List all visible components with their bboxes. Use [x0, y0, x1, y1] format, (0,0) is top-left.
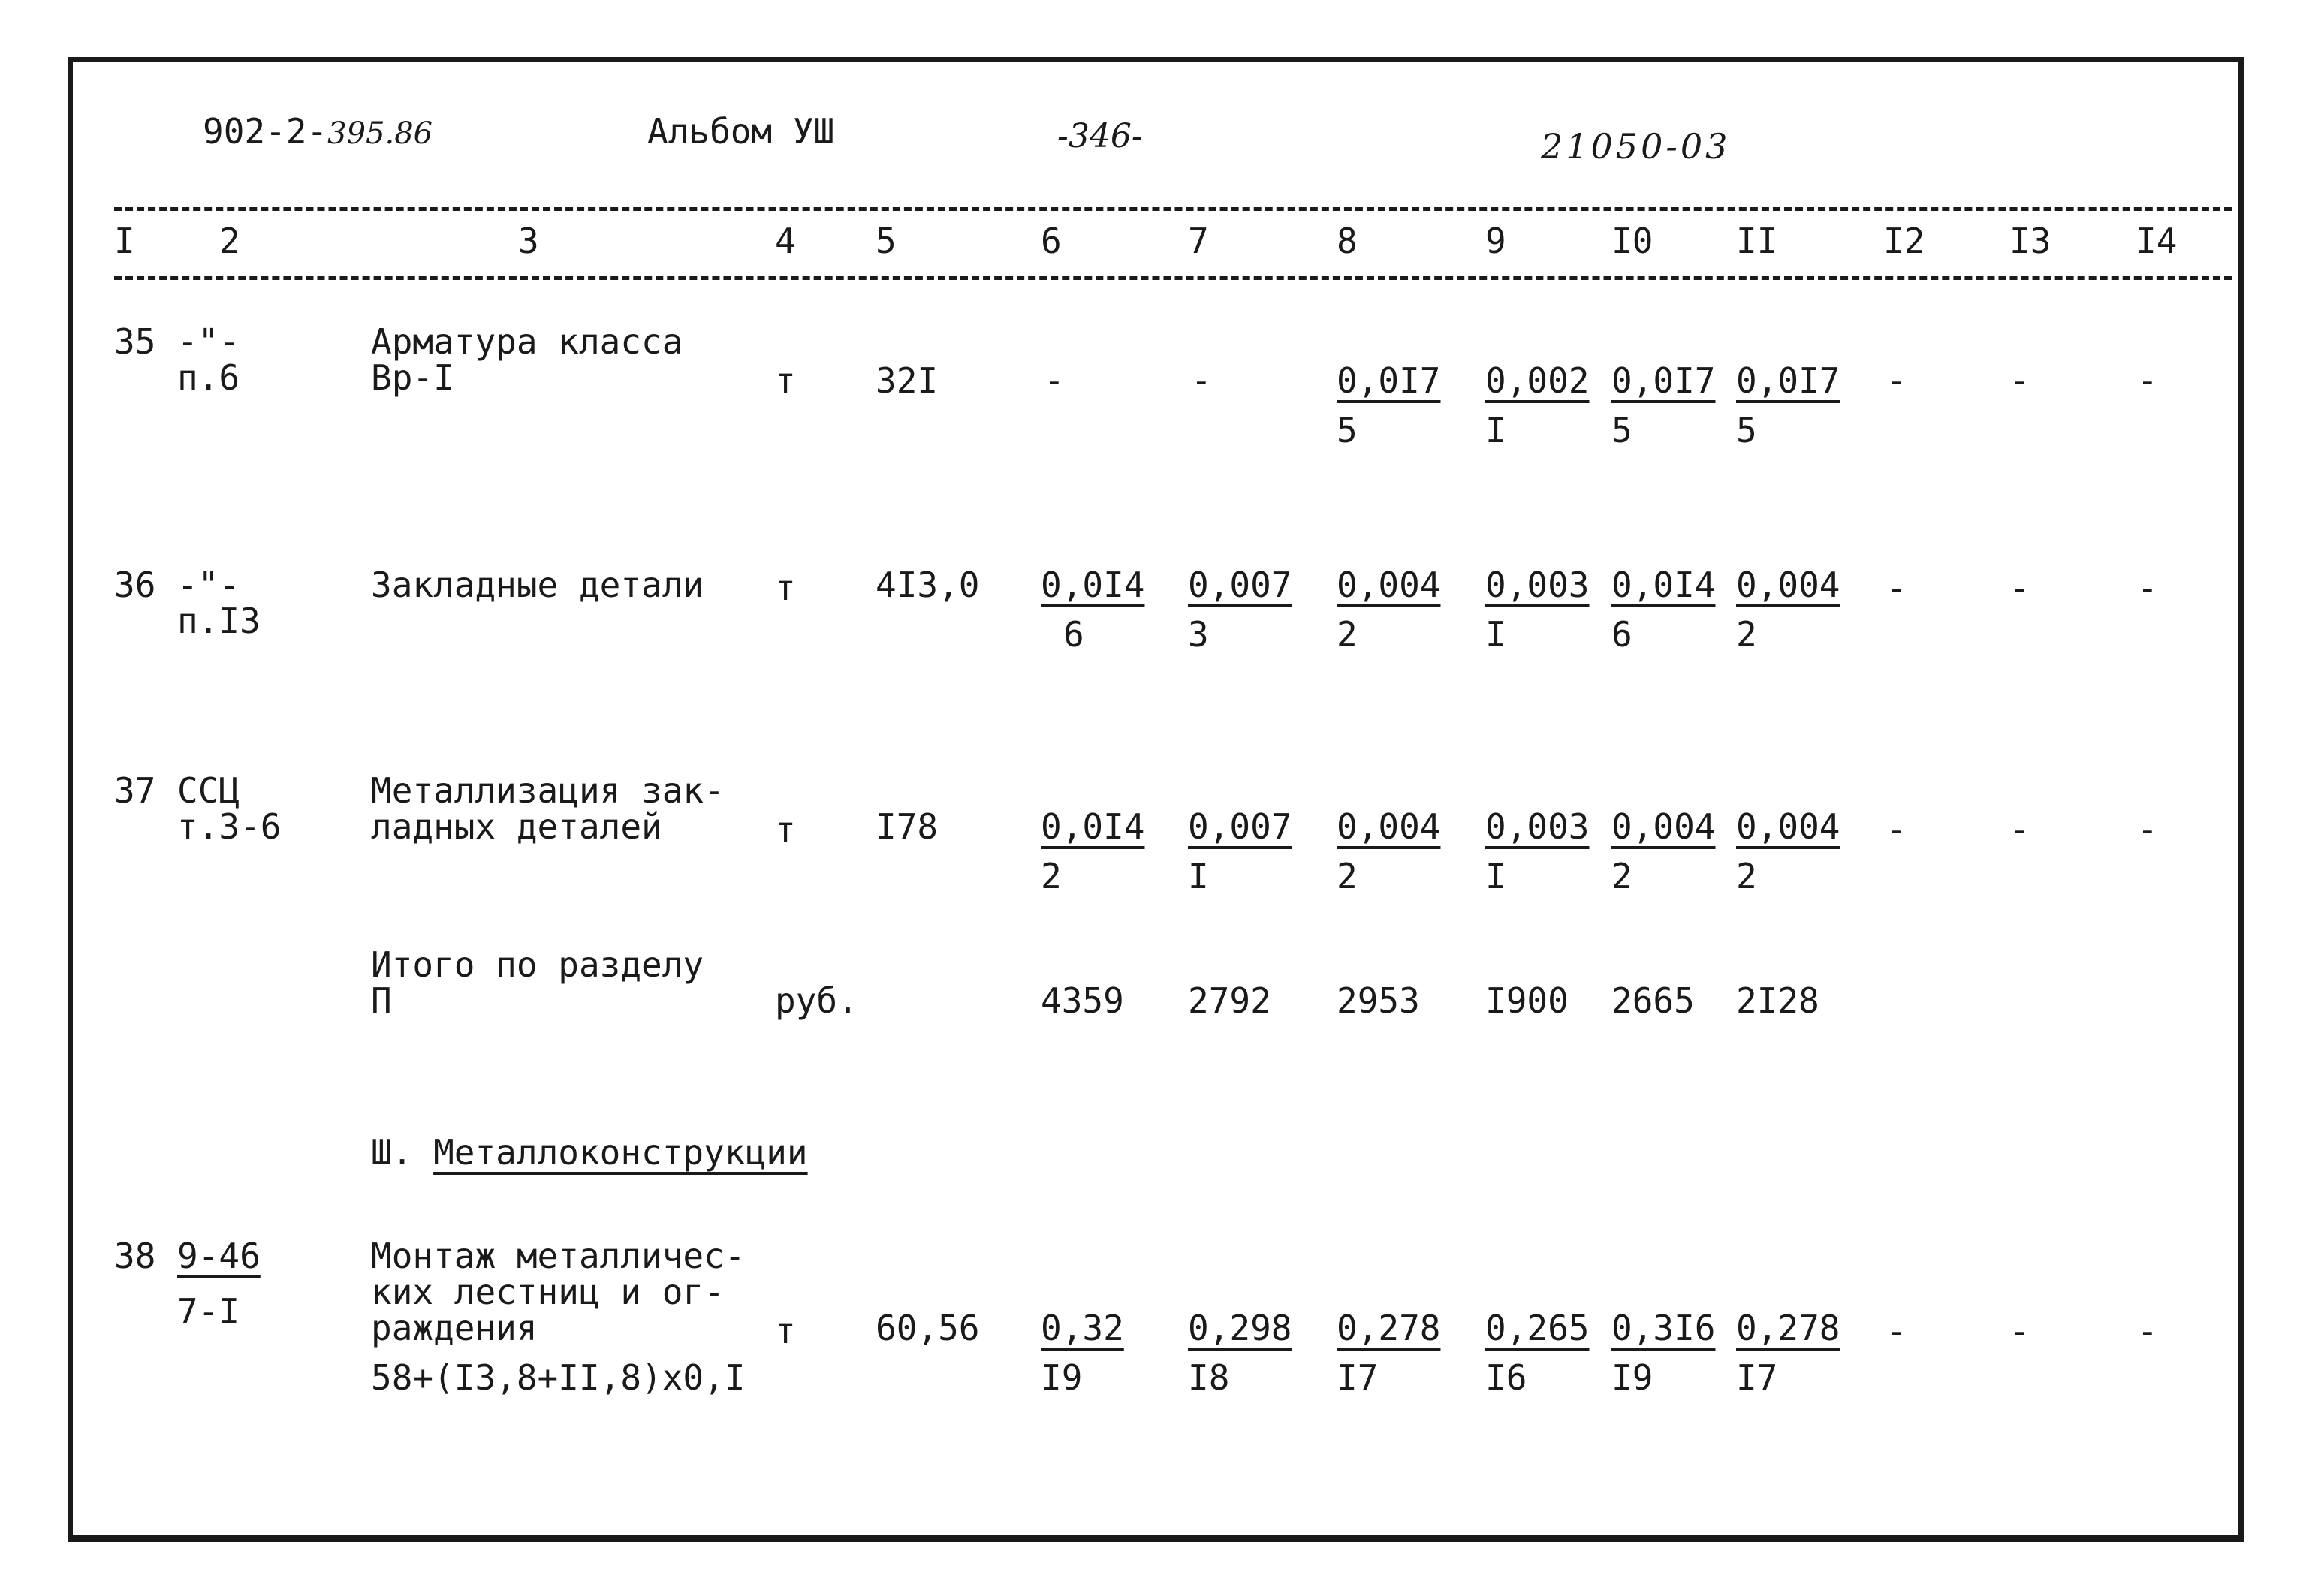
row-name-line3: раждения: [371, 1308, 538, 1348]
cell-col8-top: 0,004: [1337, 565, 1441, 605]
cell-col11-bottom: 5: [1736, 410, 1757, 450]
row-ref-line1: 9-46: [177, 1236, 261, 1276]
cell-col11-bottom: 2: [1736, 614, 1757, 655]
cell-col8-top: 0,004: [1337, 806, 1441, 847]
cell-col8-bottom: 2: [1337, 856, 1358, 896]
col-header-8: 8: [1337, 221, 1358, 261]
col-header-10: I0: [1611, 221, 1653, 261]
total-col7: 2792: [1188, 980, 1271, 1021]
cell-col11-top: 0,004: [1736, 806, 1840, 847]
cell-col8-bottom: I7: [1337, 1357, 1379, 1398]
col-header-1: I: [114, 221, 135, 261]
section-heading: [371, 1132, 808, 1173]
cell-col10-bottom: 6: [1611, 614, 1632, 655]
cell-col14: -: [2137, 568, 2158, 608]
col-header-13: I3: [2009, 221, 2051, 261]
row-ref-line1: -"-: [177, 321, 240, 362]
cell-col12: -: [1886, 568, 1907, 608]
cell-col9-top: 0,002: [1485, 360, 1590, 401]
cell-col9-bottom: I: [1485, 410, 1506, 450]
page-number: -346-: [1057, 117, 1143, 155]
row-ref-line2: п.6: [177, 357, 240, 398]
col-header-12: I2: [1883, 221, 1925, 261]
row-name-line1: Металлизация зак-: [371, 770, 725, 811]
cell-col13: -: [2009, 360, 2030, 401]
row-price: 4I3,0: [876, 565, 980, 605]
col-header-11: II: [1736, 221, 1778, 261]
row-number: 38: [114, 1236, 156, 1276]
cell-col7-top: 0,007: [1188, 565, 1292, 605]
col-header-4: 4: [775, 221, 796, 261]
cell-col14: -: [2137, 809, 2158, 850]
cell-col8-top: 0,0I7: [1337, 360, 1441, 401]
cell-col9-top: 0,003: [1485, 565, 1590, 605]
total-unit: руб.: [775, 980, 858, 1021]
row-number: 36: [114, 565, 156, 605]
cell-col6-bottom: I9: [1041, 1357, 1083, 1398]
cell-col13: -: [2009, 809, 2030, 850]
album-label: Альбом УШ: [647, 111, 835, 152]
total-col6: 4359: [1041, 980, 1124, 1021]
row-name-line2: ких лестниц и ог-: [371, 1272, 725, 1312]
section-title: Металлоконструкции: [433, 1132, 808, 1173]
total-label-line2: П: [371, 980, 392, 1021]
row-name-line2: Вр-I: [371, 357, 454, 398]
cell-col6-bottom: 2: [1041, 856, 1062, 896]
row-name-line1: Монтаж металличес-: [371, 1236, 746, 1276]
col-header-9: 9: [1485, 221, 1506, 261]
cell-col7-top: 0,007: [1188, 806, 1292, 847]
cell-col7-bottom: I: [1188, 856, 1209, 896]
cell-col8-bottom: 5: [1337, 410, 1358, 450]
cell-col6-bottom: 6: [1063, 614, 1084, 655]
section-number: Ш.: [371, 1132, 413, 1173]
cell-col10-top: 0,0I4: [1611, 565, 1716, 605]
cell-col13: -: [2009, 1311, 2030, 1351]
cell-col6: -: [1044, 360, 1065, 401]
row-ref-line2: т.3-6: [177, 806, 282, 847]
row-name-line1: Закладные детали: [371, 565, 704, 605]
cell-col10-top: 0,004: [1611, 806, 1716, 847]
total-col8: 2953: [1337, 980, 1420, 1021]
cell-col11-top: 0,004: [1736, 565, 1840, 605]
row-ref-line2: 7-I: [177, 1291, 240, 1332]
row-price: I78: [876, 806, 939, 847]
cell-col9-top: 0,003: [1485, 806, 1590, 847]
header-bottom-rule: [114, 276, 2232, 280]
row-number: 37: [114, 770, 156, 811]
total-col11: 2I28: [1736, 980, 1819, 1021]
cell-col6-top: 0,0I4: [1041, 806, 1145, 847]
cell-col12: -: [1886, 809, 1907, 850]
cell-col11-top: 0,278: [1736, 1308, 1840, 1348]
row-unit: т: [775, 568, 796, 608]
cell-col7: -: [1191, 360, 1212, 401]
cell-col8-bottom: 2: [1337, 614, 1358, 655]
col-header-2: 2: [219, 221, 240, 261]
cell-col14: -: [2137, 360, 2158, 401]
doc-code-prefix: 902-2-: [203, 111, 328, 152]
cell-col7-bottom: 3: [1188, 614, 1209, 655]
row-name-line1: Арматура класса: [371, 321, 683, 362]
cell-col9-bottom: I6: [1485, 1357, 1527, 1398]
doc-code-handwritten: 395.86: [327, 116, 433, 151]
total-col9: I900: [1485, 980, 1569, 1021]
cell-col9-bottom: I: [1485, 614, 1506, 655]
col-header-6: 6: [1041, 221, 1062, 261]
cell-col12: -: [1886, 1311, 1907, 1351]
cell-col10-top: 0,0I7: [1611, 360, 1716, 401]
row-price: 60,56: [876, 1308, 980, 1348]
cell-col12: -: [1886, 360, 1907, 401]
row-ref-line1: ССЦ: [177, 770, 240, 811]
cell-col11-bottom: 2: [1736, 856, 1757, 896]
cell-col11-top: 0,0I7: [1736, 360, 1840, 401]
cell-col10-bottom: 5: [1611, 410, 1632, 450]
row-ref-line2: п.I3: [177, 601, 261, 641]
row-unit: т: [775, 809, 796, 850]
col-header-3: 3: [518, 221, 539, 261]
cell-col10-top: 0,3I6: [1611, 1308, 1716, 1348]
cell-col7-top: 0,298: [1188, 1308, 1292, 1348]
col-header-7: 7: [1188, 221, 1209, 261]
cell-col11-bottom: I7: [1736, 1357, 1778, 1398]
cell-col9-bottom: I: [1485, 856, 1506, 896]
row-unit: т: [775, 360, 796, 401]
row-number: 35: [114, 321, 156, 362]
row-unit: т: [775, 1311, 796, 1351]
col-header-14: I4: [2136, 221, 2178, 261]
cell-col10-bottom: I9: [1611, 1357, 1653, 1398]
row-price: 32I: [876, 360, 939, 401]
doc-code: [203, 111, 433, 152]
cell-col6-top: 0,32: [1041, 1308, 1124, 1348]
cell-col9-top: 0,265: [1485, 1308, 1590, 1348]
cell-col14: -: [2137, 1311, 2158, 1351]
cell-col7-bottom: I8: [1188, 1357, 1230, 1398]
header-top-rule: [114, 207, 2232, 211]
row-name-line2: ладных деталей: [371, 806, 662, 847]
cell-col10-bottom: 2: [1611, 856, 1632, 896]
total-label-line1: Итого по разделу: [371, 944, 704, 985]
cell-col8-top: 0,278: [1337, 1308, 1441, 1348]
row-ref-line1: -"-: [177, 565, 240, 605]
col-header-5: 5: [876, 221, 897, 261]
total-col10: 2665: [1611, 980, 1695, 1021]
row-formula: 58+(I3,8+II,8)x0,I: [371, 1357, 746, 1398]
cell-col13: -: [2009, 568, 2030, 608]
doc-number: 21050-03: [1541, 126, 1731, 167]
cell-col6-top: 0,0I4: [1041, 565, 1145, 605]
